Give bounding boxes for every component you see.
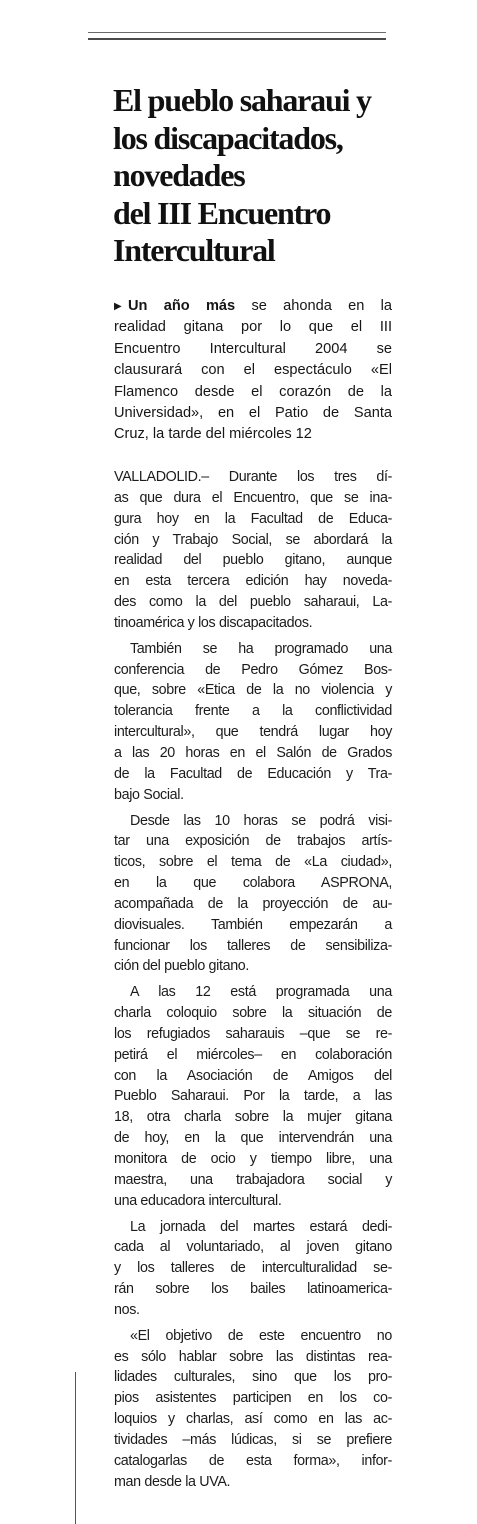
arrow-right-icon: ▶ — [114, 301, 122, 312]
lede-line: Cruz, la tarde del miércoles 12 — [114, 426, 312, 443]
article-line: ción del pueblo gitano. — [114, 958, 250, 975]
article-paragraph — [114, 811, 392, 978]
headline-line: Intercultural — [113, 232, 275, 268]
article-line: es sólo hablar sobre las distintas rea- — [114, 1348, 392, 1365]
article-line: los refugiados saharauis –que se re- — [114, 1025, 392, 1042]
lede-line: Flamenco desde el corazón de la — [114, 383, 392, 400]
article-line: diovisuales. También empezarán a — [114, 916, 392, 933]
article-line: man desde la UVA. — [114, 1473, 231, 1490]
top-rule-thick — [88, 38, 386, 40]
article-line: tinoamérica y los discapacitados. — [114, 614, 313, 631]
article-line: una educadora intercultural. — [114, 1192, 282, 1209]
article-line: as que dura el Encuentro, que se ina- — [114, 489, 392, 506]
article-line: Pueblo Saharaui. Por la tarde, a las — [114, 1088, 392, 1105]
margin-mark — [75, 1372, 76, 1524]
lede-line: realidad gitana por lo que el III — [114, 319, 392, 336]
article-paragraph — [114, 467, 392, 634]
article-line: ticos, sobre el tema de «La ciudad», — [114, 854, 392, 871]
article-line: 18, otra charla sobre la mujer gitana — [114, 1109, 392, 1126]
lede-line: clausurará con el espectáculo «El — [114, 362, 392, 379]
article-line: de hoy, en la que intervendrán una — [114, 1130, 392, 1147]
article-line: cada al voluntariado, al joven gitano — [114, 1239, 392, 1256]
article-paragraph — [114, 982, 392, 1211]
article-line: que, sobre «Etica de la no violencia y — [114, 682, 392, 699]
article-line: charla coloquio sobre la situación de — [114, 1005, 392, 1022]
lede-line — [114, 296, 392, 317]
article-line: a las 20 horas en el Salón de Grados — [114, 744, 392, 761]
article-line: VALLADOLID.– Durante los tres dí- — [114, 469, 392, 485]
lede-line: Universidad», en el Patio de Santa — [114, 405, 392, 422]
article-line: funcionar los talleres de sensibiliza- — [114, 937, 392, 954]
article-line: También se ha programado una — [130, 640, 392, 657]
article-line: pios asistentes participen en los co- — [114, 1390, 392, 1407]
article-line: La jornada del martes estará dedi- — [130, 1218, 392, 1235]
article-line: Desde las 10 horas se podrá visi- — [130, 812, 392, 829]
article-line: realidad del pueblo gitano, aunque — [114, 552, 392, 569]
article-line: catalogarlas de esta forma», infor- — [114, 1452, 392, 1469]
article-line: rán sobre los bailes latinoamerica- — [114, 1281, 392, 1298]
headline-line: los discapacitados, — [113, 119, 343, 156]
article-paragraph — [114, 639, 392, 806]
article-line: monitora de ocio y tiempo libre, una — [114, 1151, 392, 1167]
article-line: en la que colabora ASPRONA, — [114, 875, 392, 892]
article-line: gura hoy en la Facultad de Educa- — [114, 510, 392, 527]
article-body — [114, 467, 392, 1498]
article-paragraph — [114, 1326, 392, 1493]
headline-line: novedades — [113, 157, 245, 193]
article-line: en esta tercera edición hay noveda- — [114, 573, 392, 590]
article-line: intercultural», que tendrá lugar hoy — [114, 724, 392, 741]
headline-line: El pueblo saharaui y — [113, 82, 371, 118]
article-line: bajo Social. — [114, 786, 184, 803]
article-line: tar una exposición de trabajos artís- — [114, 833, 392, 850]
article-line: «El objetivo de este encuentro no — [130, 1327, 392, 1344]
headline — [113, 82, 413, 270]
article-paragraph — [114, 1217, 392, 1321]
article-line: tolerancia frente a la conflictividad — [114, 703, 392, 720]
article-line: des como la del pueblo saharaui, La- — [114, 594, 392, 611]
article-line: conferencia de Pedro Gómez Bos- — [114, 661, 392, 678]
article-line: nos. — [114, 1301, 140, 1318]
article-line: maestra, una trabajadora social y — [114, 1171, 392, 1188]
article-line: con la Asociación de Amigos del — [114, 1067, 392, 1084]
article-line: de la Facultad de Educación y Tra- — [114, 765, 392, 782]
lede-line-text: se ahonda en la — [235, 298, 392, 314]
lede-lead-in: Un año más — [128, 298, 236, 314]
headline-line: del III Encuentro — [113, 194, 331, 231]
lede-line: Encuentro Intercultural 2004 se — [114, 340, 392, 357]
article-line: acompañada de la proyección de au- — [114, 895, 392, 912]
article-line: lidades culturales, sino que los pro- — [114, 1369, 392, 1386]
lede-summary — [114, 296, 392, 446]
article-line: ción y Trabajo Social, se abordará la — [114, 531, 392, 548]
article-line: loquios y charlas, así como en las ac- — [114, 1411, 392, 1428]
top-rule-thin — [88, 32, 386, 33]
article-line: A las 12 está programada una — [130, 984, 392, 1001]
article-line: tividades –más lúdicas, si se prefiere — [114, 1431, 392, 1448]
article-line: petirá el miércoles– en colaboración — [114, 1046, 392, 1063]
article-line: y los talleres de interculturalidad se- — [114, 1260, 392, 1277]
